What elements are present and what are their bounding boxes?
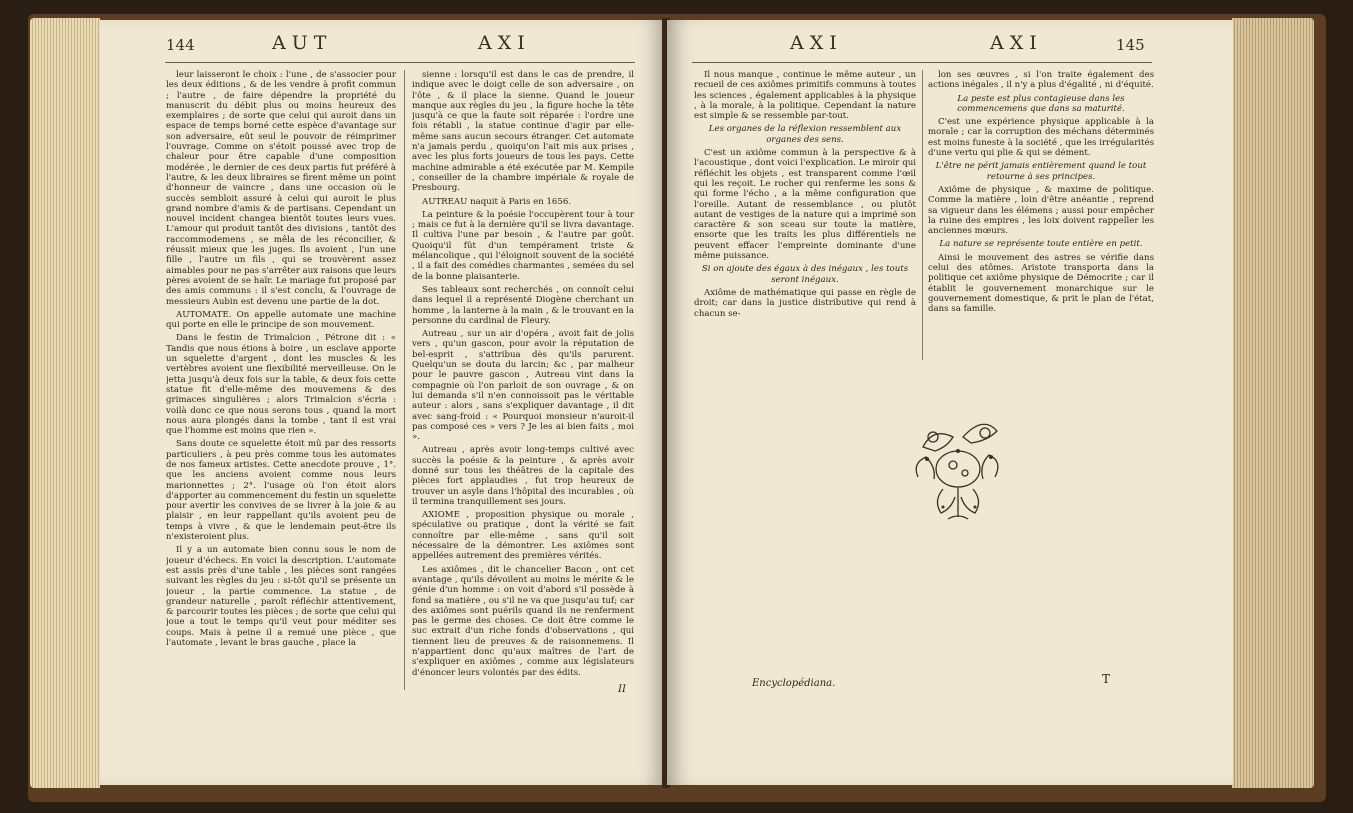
paragraph: Ses tableaux sont recherchés , on connoît celui dans lequel il a représenté Diogène cherchant un homme , la lanterne à la main , & le trouvant en la personne du cardinal de Fleury. xyxy=(412,284,634,326)
page-edges-left xyxy=(30,18,100,788)
footer-title: Encyclopédiana. xyxy=(752,678,836,689)
paragraph: Si on ajoute des égaux à des inégaux , les touts seront inégaux. xyxy=(701,264,909,285)
left-column-2 xyxy=(412,70,634,692)
paragraph: La nature se représente toute entière en petit. xyxy=(939,239,1143,250)
paragraph: Sans doute ce squelette étoit mû par des ressorts particuliers , à peu près comme tous les automates de nos fameux artistes. Cette anecdote prouve , 1°. que les anciens avoient comme nous leurs marionnettes ; 2°. l'usage où l'on étoit alors d'apporter au commencement du festin un squelette pour avertir les convives de se livrer à la joie & au plaisir , en leur rappellant qu'ils avoient peu de temps à vivre , & que le lendemain peut-être ils n'existeroient plus. xyxy=(166,439,396,543)
paragraph: L'être ne périt jamais entièrement quand le tout retourne à ses principes. xyxy=(935,161,1147,182)
paragraph: C'est une expérience physique applicable à la morale ; car la corruption des méchans déterminés est moins funeste à la société , que les irrégularités d'une vertu qui plie & qui se dément. xyxy=(928,117,1154,159)
left-header-right: AXI xyxy=(478,32,531,54)
paragraph: Autreau , sur un air d'opéra , avoit fait de jolis vers , qu'un gascon, pour avoir la réputation de bel-esprit , s'attribua dès qu'ils parurent. Quelqu'un se douta du larcin; &c , par malheur pour le pauvre gascon , Autreau vint dans la compagnie où l'on parloit de son ouvrage , & on lui demanda s'il n'en connoissoit pas le véritable auteur : alors , sans s'expliquer davantage , il dit avec sang-froid : « Pourquoi monsieur n'auroit-il pas composé ces » vers ? Je les ai bien faits , moi ». xyxy=(412,329,634,443)
floral-vignette-icon xyxy=(903,407,1013,527)
paragraph: Les axiômes , dit le chancelier Bacon , ont cet avantage , qu'ils dévoilent au moins le mérite & le génie d'un homme : on voit d'abord s'il possède à fond sa matière , ou s'il ne va que jusqu'au tuf; car des axiômes sont puérils quand ils ne renferment pas le germe des choses. Ce doit être comme le suc extrait d'un riche fonds d'observations , qui tiennent lieu de preuves & de raisonnemens. Il n'appartient donc qu'aux maîtres de l'art de s'expliquer en axiômes , comme aux législateurs d'énoncer leurs volontés par des édits. xyxy=(412,564,634,678)
right-page-number: 145 xyxy=(1116,36,1145,54)
left-page-number: 144 xyxy=(166,36,195,54)
paragraph: AXIOME , proposition physique ou morale , spéculative ou pratique , dont la vérité se fait connoître par elle-même , sans qu'il soit nécessaire de la démontrer. Les axiômes sont appellées autrement des premières vérités. xyxy=(412,510,634,562)
paragraph: La peste est plus contagieuse dans les commencemens que dans sa maturité. xyxy=(957,93,1125,114)
paragraph: AUTOMATE. On appelle automate une machine qui porte en elle le principe de son mouvement. xyxy=(166,309,396,331)
paragraph: sienne : lorsqu'il est dans le cas de prendre, il indique avec le doigt celle de son adversaire , on l'ôte , & il place la sienne. Quand le joueur manque aux règles du jeu , la figure hoche la tête jusqu'à ce que la faute soit réparée : l'ordre une fois rétabli , la statue continue d'agir par elle-même sans aucun secours étranger. Cet automate n'a jamais perdu , quoiqu'on l'ait mis aux prises , avec les plus forts joueurs de tous les pays. Cette machine admirable a été exécutée par M. Kempile , conseiller de la chambre impériale & royale de Presbourg. xyxy=(412,70,634,194)
paragraph: Dans le festin de Trimalcion , Pétrone dit : « Tandis que nous étions à boire , un esclave apporte un squelette d'argent , dont les muscles & les vertèbres avoient une flexibilité merveilleuse. On le jetta jusqu'à deux fois sur la table, & deux fois cette statue fit d'elle-même des mouvemens & des grimaces singulières ; alors Trimalcion s'écria : voilà donc ce que nous serons tous , quand la mort nous aura plongés dans la tombe , tant il est vrai que l'homme est moins que rien ». xyxy=(166,333,396,437)
left-column-1 xyxy=(166,70,396,710)
right-column-1 xyxy=(694,70,916,360)
right-header-right: AXI xyxy=(990,32,1043,54)
right-header-rule xyxy=(692,62,1152,63)
paragraph: Axiôme de mathématique qui passe en règle de droit; car dans la justice distributive qui rend à chacun se- xyxy=(694,287,916,319)
paragraph: Autreau , après avoir long-temps cultivé avec succès la poésie & la peinture , & après avoir donné sur tous les théâtres de la capitale des pièces fort applaudies , fut trop heureux de trouver un asyle dans l'hôpital des incurables , où il termina tranquillement ses jours. xyxy=(412,445,634,507)
right-column-2 xyxy=(928,70,1154,360)
paragraph: La peinture & la poésie l'occupèrent tour à tour ; mais ce fut à la dernière qu'il se livra davantage. Il cultiva l'une par besoin , & l'autre par goût. Quoiqu'il fût d'un tempérament triste & mélancolique , qui l'éloignoit souvent de la société , il a fait des comédies charmantes , semées du sel de la bonne plaisanterie. xyxy=(412,209,634,282)
paragraph: Les organes de la réflexion ressemblent aux organes des sens. xyxy=(708,124,902,145)
left-header-left: AUT xyxy=(272,32,333,54)
right-header-left: AXI xyxy=(790,32,843,54)
paragraph: Axiôme de physique , & maxime de politique. Comme la matière , loin d'être anéantie , reprend sa vigueur dans les élémens ; aussi pour empêcher la ruine des empires , les loix doivent rappeller les anciennes mœurs. xyxy=(928,184,1154,237)
left-header-rule xyxy=(165,62,635,63)
paragraph: Ainsi le mouvement des astres se vérifie dans celui des atômes. Aristote transporta dans la politique cet axiôme physique de Démocrite ; car il établit le gouvernement monarchique sur le gouvernement domestique, & prit le plan de l'état, dans sa famille. xyxy=(928,252,1154,315)
page-edges-right xyxy=(1232,18,1314,788)
paragraph: Il nous manque , continue le même auteur , un recueil de ces axiômes primitifs communs à toutes les sciences , également applicables à la physique , à la morale, à la politique. Cependant la nature est simple & se ressemble par-tout. xyxy=(694,70,916,122)
footer-signature: T xyxy=(1102,672,1111,686)
right-column-separator xyxy=(922,70,923,360)
paragraph: C'est un axiôme commun à la perspective & à l'acoustique , dont voici l'explication. Le miroir qui réfléchit les objets , est transparent comme l'œil qui les reçoit. Le rocher qui renferme les sons & qui forme l'écho , a la même configuration que l'oreille. Autant de ressemblance , ou plutôt autant de vestiges de la nature qui a imprimé son caractère & son sceau sur toute la matière, ensorte que les traits les plus différentiels ne peuvent effacer l'empreinte dominante d'une même puissance. xyxy=(694,148,916,262)
paragraph: lon ses œuvres , si l'on traite également des actions inégales , il n'y a plus d'égalité , ni d'équité. xyxy=(928,70,1154,91)
paragraph: AUTREAU naquit à Paris en 1656. xyxy=(422,196,572,207)
paragraph: Il y a un automate bien connu sous le nom de joueur d'échecs. En voici la description. L'automate est assis près d'une table , les pièces sont rangées suivant les règles du jeu : si-tôt qu'il se présente un joueur , la partie commence. La statue , de grandeur naturelle , paroît réfléchir attentivement, & parcourir toutes les pièces ; de sorte que celui qui joue a tout le temps qu'il veut pour méditer ses coups. Mais à peine il a remué une pièce , que l'automate , levant le bras gauche , place la xyxy=(166,545,396,649)
signature-mark: II xyxy=(618,684,626,695)
left-column-separator xyxy=(404,70,405,690)
paragraph: leur laisseront le choix : l'une , de s'associer pour les deux éditions , & de les vendre à profit commun ; l'autre , de faire dépendre la propriété du manuscrit du débit plus ou moins heureux des exemplaires ; de sorte que celui qui auroit dans un espace de temps borné cette espèce d'avantage sur son adversaire, eût seul le pouvoir de réimprimer l'ouvrage. Comme on s'étoit poussé avec trop de chaleur pour être capable d'une composition modérée , le dernier de ces deux partis fut préféré à l'autre, & les deux libraires se firent même un point d'honneur de vaincre , dans une occasion où le succès sembloit assuré à celui qui auroit le plus grand nombre d'amis & de partisans. Cependant un nouvel incident changea bientôt toutes leurs vues. L'amour qui produit tantôt des divisions , tantôt des raccommodemens , se mêla de les réconcilier, & réussit mieux que les juges. Ils avoient , l'un une fille , l'autre un fils , qui se trouvèrent assez aimables pour ne pas s'arrêter aux raisons que leurs pères avoient de se haïr. Le mariage fut proposé par des amis communs : il s'est conclu, & l'ouvrage de messieurs Aubin est devenu une partie de la dot. xyxy=(166,70,396,307)
